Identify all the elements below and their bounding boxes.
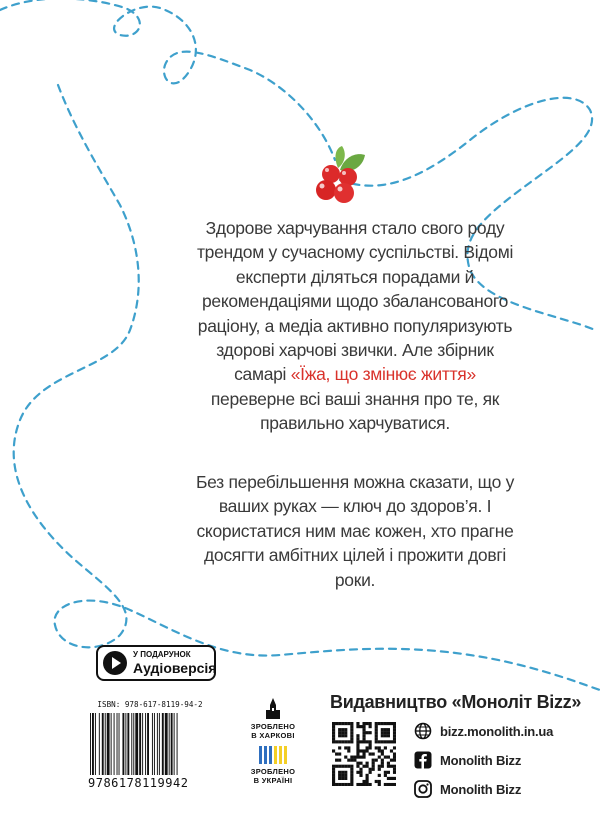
website-link[interactable] xyxy=(414,720,553,742)
audio-badge-main-label: Аудіоверсія xyxy=(133,660,217,676)
berry xyxy=(334,183,354,203)
isbn-label: ISBN: 978-617-8119-94-2 xyxy=(97,700,203,709)
audio-badge-small-label: У ПОДАРУНОК xyxy=(133,650,191,659)
description-paragraph-2: Без перебільшення можна сказати, що у ваших руках — ключ до здоров’я. І скористатися ним має кожен, хто прагне досягти амбітних цілей і прожити довгі роки. xyxy=(195,472,515,590)
facebook-link[interactable] xyxy=(414,749,553,771)
facebook-link-text: Monolith Bizz xyxy=(440,752,522,768)
publisher-name: Видавництво «Моноліт Bizz» xyxy=(330,692,582,712)
globe-icon xyxy=(414,722,432,740)
made-in-kharkiv-line1: ЗРОБЛЕНО xyxy=(250,722,296,731)
instagram-link[interactable] xyxy=(414,778,553,800)
audio-version-badge[interactable] xyxy=(96,645,216,681)
publisher-links xyxy=(414,720,553,807)
play-icon xyxy=(103,651,127,675)
barcode xyxy=(88,713,212,775)
website-link-text: bizz.monolith.in.ua xyxy=(440,723,554,739)
made-in-ukraine-line2: В УКРАЇНІ xyxy=(253,776,293,785)
made-in-kharkiv-line2: В ХАРКОВІ xyxy=(251,731,295,740)
book-title-highlight: «Їжа, що змінює життя» xyxy=(290,364,476,385)
ukraine-flag-icon xyxy=(247,746,299,764)
made-in-kharkiv-badge xyxy=(247,698,299,740)
description-text: переверне всі ваші знання про те, як правильно харчуватися. xyxy=(210,388,500,434)
made-in-ukraine-line1: ЗРОБЛЕНО xyxy=(250,767,296,776)
kharkiv-building-icon xyxy=(262,698,284,720)
description-paragraph-1 xyxy=(195,216,515,436)
ean-digits: 9786178119942 xyxy=(88,776,189,790)
berries-illustration xyxy=(316,146,365,203)
isbn-barcode-block xyxy=(88,700,212,790)
facebook-icon xyxy=(414,751,432,769)
dashed-line-top xyxy=(0,0,335,160)
instagram-icon xyxy=(414,780,432,798)
instagram-link-text: Monolith Bizz xyxy=(440,781,522,797)
qr-code[interactable] xyxy=(332,722,396,786)
description-text: Здорове харчування стало свого роду трендом у сучасному суспільстві. Відомі експерти діляться порадами й рекомендаціями щодо збалансованого раціону, а медіа активно популяризують здорові харчові звички. Але збірник самарі xyxy=(196,218,514,385)
berry xyxy=(316,180,336,200)
made-in-ukraine-badge xyxy=(247,746,299,785)
